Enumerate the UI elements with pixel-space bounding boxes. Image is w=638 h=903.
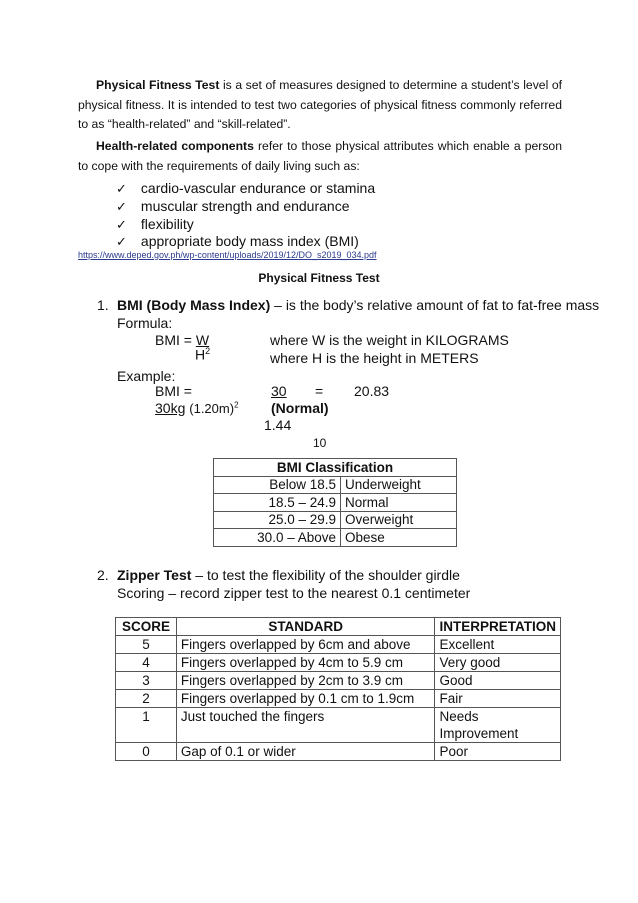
table-header: INTERPRETATION xyxy=(435,618,561,636)
table-row: 30.0 – Above Obese xyxy=(214,529,457,547)
table-row: 4 Fingers overlapped by 4cm to 5.9 cm Very good xyxy=(116,654,561,672)
source-link[interactable]: https://www.deped.gov.ph/wp-content/uploads/2019/12/DO_s2019_034.pdf xyxy=(78,250,377,260)
section-title: Physical Fitness Test xyxy=(258,271,380,285)
example-normal: (Normal) xyxy=(271,400,329,416)
zipper-scoring-table xyxy=(115,617,561,761)
table-row: 18.5 – 24.9 Normal xyxy=(214,494,457,512)
zipper-scoring: Scoring – record zipper test to the nearest 0.1 centimeter xyxy=(117,585,471,601)
table-header: BMI Classification xyxy=(214,459,457,477)
example-bmi: BMI = xyxy=(155,383,192,399)
table-header: SCORE xyxy=(116,618,177,636)
table-row: 25.0 – 29.9 Overweight xyxy=(214,511,457,529)
check-icon: ✓ xyxy=(116,199,127,214)
intro-text-2: refer to those physical attributes which enable a person to cope with the requirements of daily living such as: xyxy=(78,139,562,173)
zipper-number: 2. xyxy=(97,567,109,583)
intro-paragraph-1 xyxy=(78,76,562,135)
where-h: where H is the height in METERS xyxy=(270,350,479,366)
example-label: Example: xyxy=(117,368,176,384)
check-icon: ✓ xyxy=(116,234,127,249)
intro-term-pft: Physical Fitness Test xyxy=(96,78,220,92)
table-row: 5 Fingers overlapped by 6cm and above Excellent xyxy=(116,636,561,654)
bmi-classification-table xyxy=(213,458,457,547)
check-icon: ✓ xyxy=(116,217,127,232)
example-denominator: 1.44 xyxy=(264,417,292,433)
list-item: ✓ flexibility xyxy=(116,216,194,232)
check-icon: ✓ xyxy=(116,181,127,196)
where-w: where W is the weight in KILOGRAMS xyxy=(270,332,509,348)
table-row: 1 Just touched the fingers Needs Improvement xyxy=(116,708,561,743)
table-row: 3 Fingers overlapped by 2cm to 3.9 cm Good xyxy=(116,672,561,690)
bmi-number: 1. xyxy=(97,297,109,313)
intro-term-health: Health-related components xyxy=(96,139,254,153)
table-header: STANDARD xyxy=(176,618,435,636)
intro-paragraph-2 xyxy=(78,137,562,176)
example-note: 10 xyxy=(313,436,327,450)
table-row: 2 Fingers overlapped by 0.1 cm to 1.9cm Fair xyxy=(116,690,561,708)
example-numerator: 30 xyxy=(271,383,287,399)
zipper-heading: Zipper Test – to test the flexibility of the shoulder girdle xyxy=(117,567,460,583)
example-result: 20.83 xyxy=(354,383,390,399)
example-weight: 30kg $(1.20m)^2$ xyxy=(155,400,239,416)
bmi-heading: BMI (Body Mass Index) – is the body’s relative amount of fat to fat-free mass xyxy=(117,297,600,313)
table-row: 0 Gap of 0.1 or wider Poor xyxy=(116,743,561,761)
list-item: ✓ cardio-vascular endurance or stamina xyxy=(116,180,376,196)
formula: BMI = W xyxy=(155,332,210,348)
list-item: ✓ muscular strength and endurance xyxy=(116,198,350,214)
formula-denominator: $H^2$ xyxy=(195,346,211,363)
example-equals: = xyxy=(315,383,324,399)
intro-text-1: is a set of measures designed to determine a student’s level of physical fitness. It is intended to test two categories of physical fitness commonly referred to as “health-related” and “skill-related”. xyxy=(78,78,562,131)
list-item: ✓ appropriate body mass index (BMI) xyxy=(116,233,359,249)
formula-label: Formula: xyxy=(117,315,173,331)
table-row: Below 18.5 Underweight xyxy=(214,476,457,494)
